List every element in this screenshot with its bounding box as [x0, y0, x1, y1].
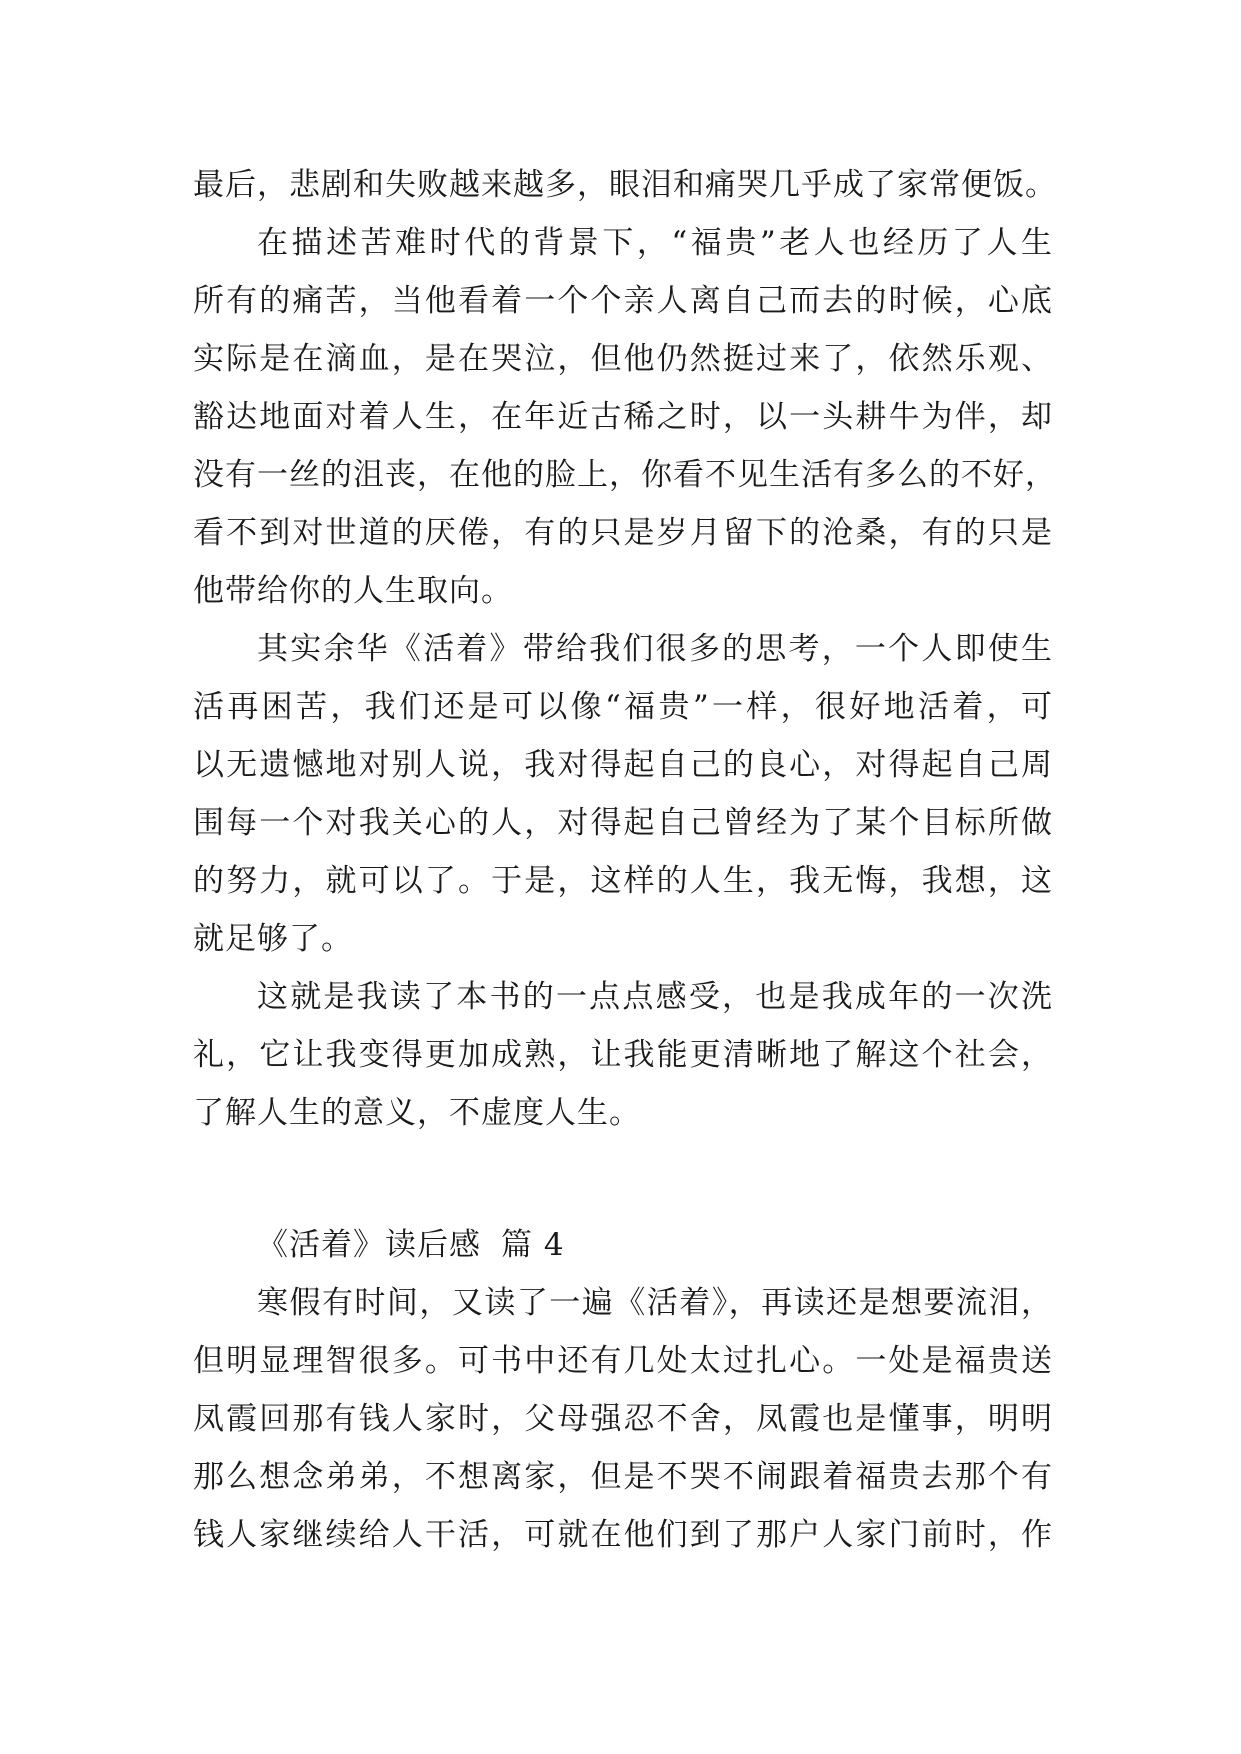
text-line: 钱人家继续给人干活，可就在他们到了那户人家门前时，作 — [193, 1517, 1053, 1553]
text-line: 看不到对世道的厌倦，有的只是岁月留下的沧桑，有的只是 — [193, 515, 1053, 551]
heading-title: 《活着》读后感 — [257, 1227, 481, 1263]
paragraph-first-line: 这就是我读了本书的一点点感受，也是我成年的一次洗 — [257, 979, 1053, 1015]
heading-part: 篇 4 — [501, 1227, 565, 1263]
paragraph-first-line: 其实余华《活着》带给我们很多的思考，一个人即使生 — [257, 631, 1053, 667]
text-line: 实际是在滴血，是在哭泣，但他仍然挺过来了，依然乐观、 — [193, 341, 1053, 377]
text-line: 的努力，就可以了。于是，这样的人生，我无悔，我想，这 — [193, 863, 1053, 899]
text-line: 礼，它让我变得更加成熟，让我能更清晰地了解这个社会， — [193, 1037, 1053, 1073]
text-line: 围每一个对我关心的人，对得起自己曾经为了某个目标所做 — [193, 805, 1053, 841]
text-line: 最后，悲剧和失败越来越多，眼泪和痛哭几乎成了家常便饭。 — [193, 167, 1057, 203]
section-heading — [257, 1221, 565, 1269]
text-line: 活再困苦，我们还是可以像“福贵”一样，很好地活着，可 — [193, 689, 1053, 725]
text-line: 凤霞回那有钱人家时，父母强忍不舍，凤霞也是懂事，明明 — [193, 1401, 1053, 1437]
text-line: 没有一丝的沮丧，在他的脸上，你看不见生活有多么的不好， — [193, 457, 1057, 493]
text-line: 就足够了。 — [193, 921, 353, 957]
text-line: 了解人生的意义，不虚度人生。 — [193, 1095, 641, 1131]
paragraph-first-line: 寒假有时间，又读了一遍《活着》，再读还是想要流泪， — [257, 1285, 1053, 1321]
text-line: 豁达地面对着人生，在年近古稀之时，以一头耕牛为伴，却 — [193, 399, 1053, 435]
text-line: 他带给你的人生取向。 — [193, 573, 513, 609]
text-line: 那么想念弟弟，不想离家，但是不哭不闹跟着福贵去那个有 — [193, 1459, 1053, 1495]
text-line: 但明显理智很多。可书中还有几处太过扎心。一处是福贵送 — [193, 1343, 1053, 1379]
paragraph-first-line: 在描述苦难时代的背景下，“福贵”老人也经历了人生 — [257, 225, 1053, 261]
text-line: 所有的痛苦，当他看着一个个亲人离自己而去的时候，心底 — [193, 283, 1053, 319]
text-line: 以无遗憾地对别人说，我对得起自己的良心，对得起自己周 — [193, 747, 1053, 783]
